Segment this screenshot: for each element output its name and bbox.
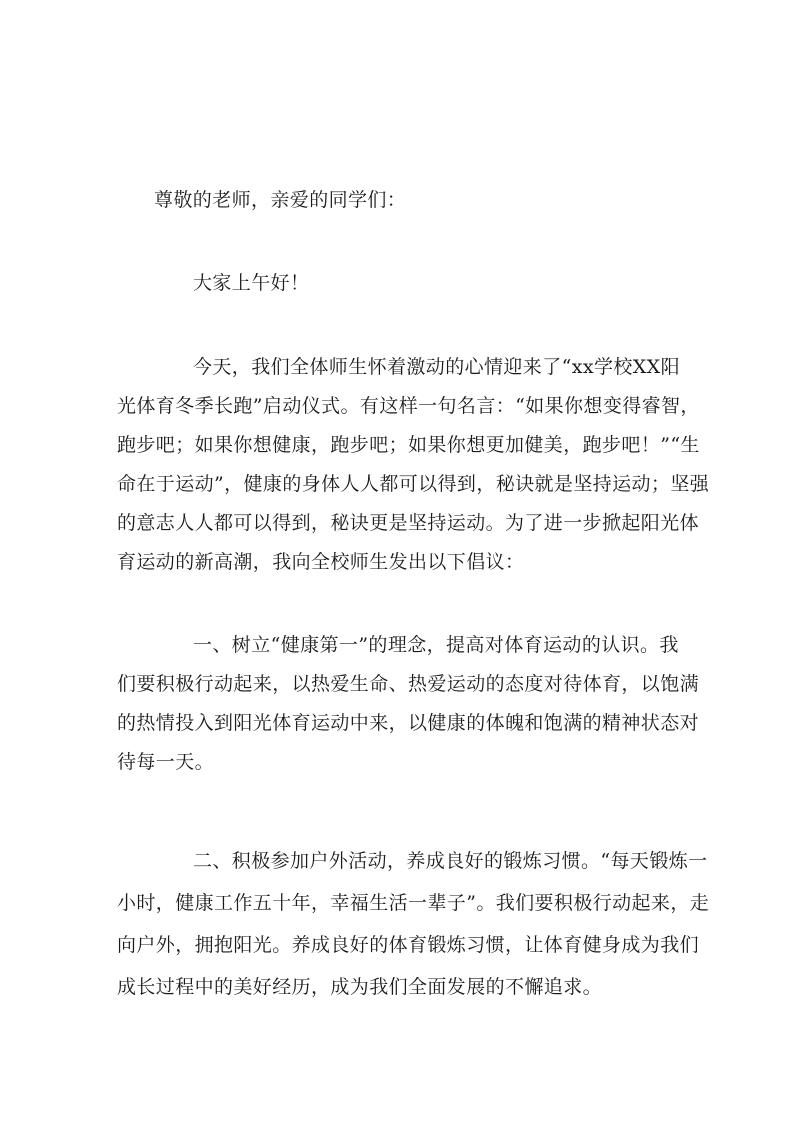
paragraph-line: 光体育冬季长跑”启动仪式。有这样一句名言：“如果你想变得睿智， — [117, 395, 700, 417]
paragraph-line: 的热情投入到阳光体育运动中来，以健康的体魄和饱满的精神状态对 — [117, 712, 700, 734]
paragraph-line: 待每一天。 — [117, 751, 215, 773]
paragraph-line: 的意志人人都可以得到，秘诀更是坚持运动。为了进一步掀起阳光体 — [117, 512, 700, 534]
greeting: 大家上午好！ — [193, 272, 310, 294]
paragraph-line: 一、树立“健康第一”的理念，提高对体育运动的认识。我 — [193, 634, 679, 656]
salutation: 尊敬的老师，亲爱的同学们： — [154, 189, 407, 211]
paragraph-line: 命在于运动”，健康的身体人人都可以得到，秘诀就是坚持运动；坚强 — [117, 473, 710, 495]
paragraph-line: 小时，健康工作五十年，幸福生活一辈子”。我们要积极行动起来，走 — [117, 892, 710, 914]
paragraph-line: 跑步吧；如果你想健康，跑步吧；如果你想更加健美，跑步吧！”“生 — [117, 434, 700, 456]
paragraph-line: 向户外，拥抱阳光。养成良好的体育锻炼习惯，让体育健身成为我们 — [117, 934, 700, 956]
paragraph-line: 二、积极参加户外活动，养成良好的锻炼习惯。“每天锻炼一 — [193, 850, 708, 872]
paragraph-line: 今天，我们全体师生怀着激动的心情迎来了“xx学校XX阳 — [193, 356, 680, 378]
paragraph-line: 育运动的新高潮，我向全校师生发出以下倡议： — [117, 551, 525, 573]
paragraph-line: 成长过程中的美好经历，成为我们全面发展的不懈追求。 — [117, 976, 603, 998]
paragraph-line: 们要积极行动起来，以热爱生命、热爱运动的态度对待体育，以饱满 — [117, 673, 700, 695]
